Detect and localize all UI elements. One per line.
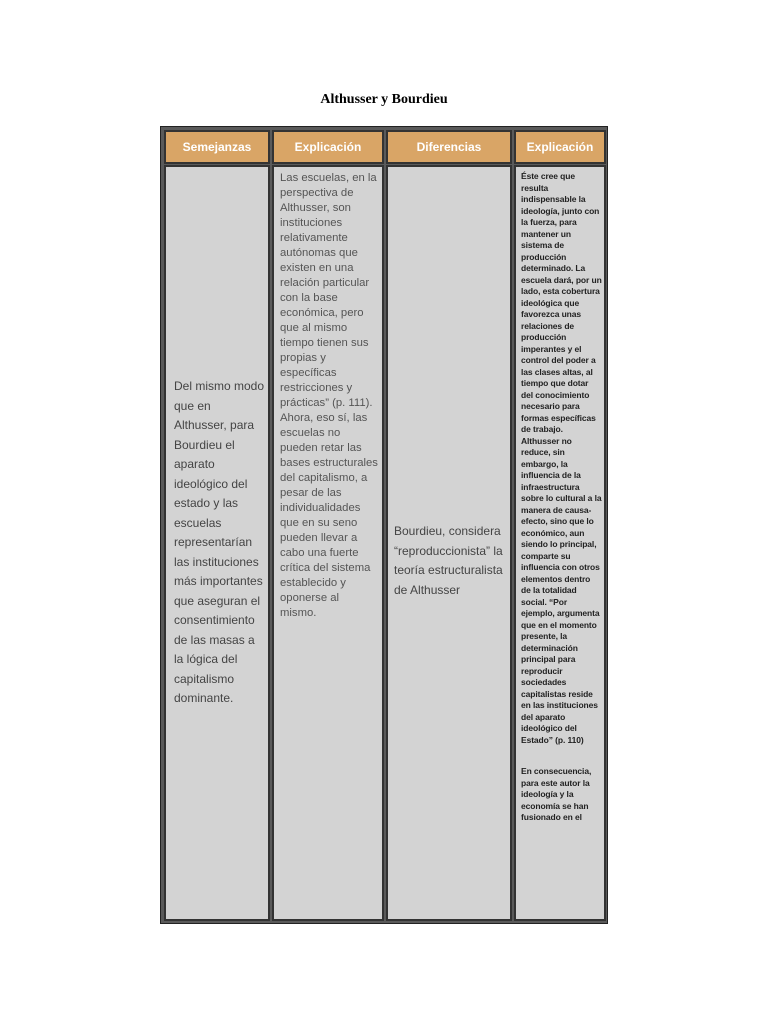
cell-explicacion-diferencias-p1: Éste cree que resulta indispensable la ideología, junto con la fuerza, para mantener un sistema de producción determinado. La escuela dará, por un lado, esta cobertura ideológica que favorezca unas relaciones de producción imperantes y el control del poder a las clases altas, al tiempo que dotar del conocimiento necesario para formas específicas de trabajo. Althusser no reduce, sin embargo, la influencia de la infraestructura sobre lo cultural a la manera de causa-efecto, sino que lo económico, aun siendo lo principal, comparte su influencia con otros elementos dentro de la totalidad social. “Por ejemplo, argumenta que en el momento presente, la determinación principal para reproducir sociedades capitalistas reside en las instituciones del aparato ideológico del Estado” (p. 110) [521, 171, 602, 745]
cell-explicacion-diferencias-p2: En consecuencia, para este autor la ideología y la economía se han fusionado en el [521, 766, 592, 822]
header-diferencias: Diferencias [386, 130, 512, 164]
header-explicacion-1: Explicación [272, 130, 384, 164]
cell-semejanzas-text: Del mismo modo que en Althusser, para Bourdieu el aparato ideológico del estado y las escuelas representarían las instituciones más importantes que aseguran el consentimiento de las masas a la lógica del capitalismo dominante. [174, 379, 265, 706]
header-semejanzas: Semejanzas [164, 130, 270, 164]
cell-explicacion-semejanzas-text: Las escuelas, en la perspectiva de Althusser, son instituciones relativamente autónomas que existen en una relación particular con la base económica, pero que al mismo tiempo tienen sus propias y específicas restricciones y prácticas” (p. 111). Ahora, eso sí, las escuelas no pueden retar las bases estructurales del capitalismo, a pesar de las individualidades que en su seno pueden llevar a cabo una fuerte crítica del sistema establecido y oponerse al mismo. [280, 172, 378, 619]
cell-explicacion-semejanzas [272, 165, 384, 921]
comparison-table [160, 126, 608, 924]
page-title: Althusser y Bourdieu [320, 92, 448, 107]
cell-explicacion-diferencias [514, 165, 606, 921]
cell-diferencias-text: Bourdieu, considera “reproduccionista” la teoría estructuralista de Althusser [394, 524, 503, 597]
cell-semejanzas [164, 165, 270, 921]
header-explicacion-2: Explicación [514, 130, 606, 164]
cell-diferencias [386, 165, 512, 921]
